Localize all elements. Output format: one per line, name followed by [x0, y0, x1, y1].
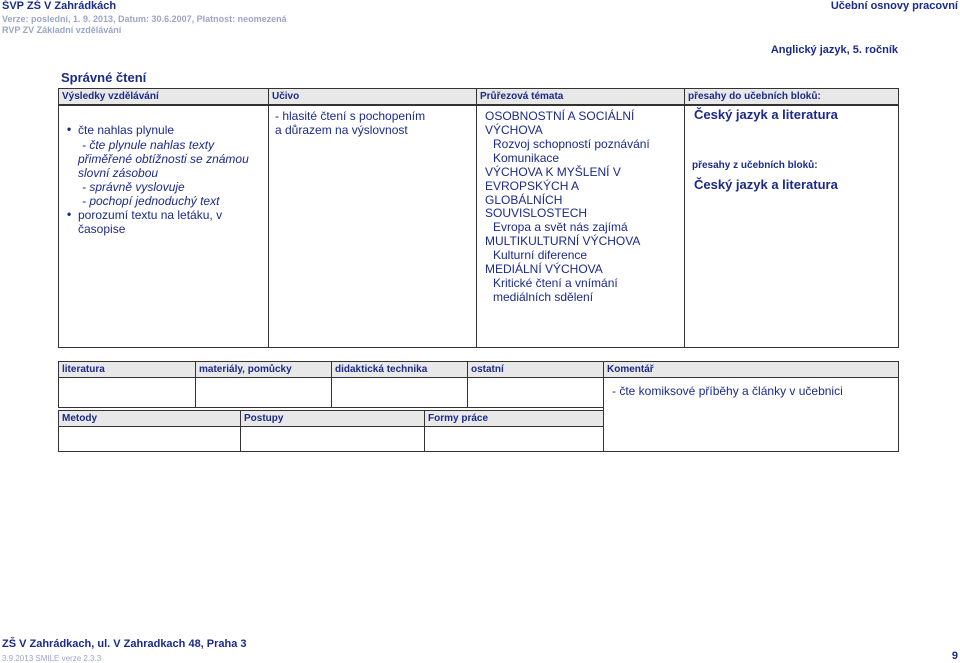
- result-subitem: - čte plynule nahlas texty: [82, 138, 215, 152]
- header-content: Učivo: [268, 88, 477, 105]
- cross-topic: EVROPSKÝCH A: [485, 179, 580, 193]
- overlap-from-subject: Český jazyk a literatura: [694, 177, 838, 192]
- overlap-from-label: přesahy z učebních bloků:: [692, 160, 818, 171]
- section-title: Správné čtení: [61, 70, 147, 85]
- result-subitem: přiměřené obtížnosti se známou: [78, 152, 249, 166]
- header-cross-topics: Průřezová témata: [476, 88, 685, 105]
- result-subitem: slovní zásobou: [78, 166, 159, 180]
- result-item: čte nahlas plynule: [78, 123, 175, 137]
- header-overlaps-to: přesahy do učebních bloků:: [684, 88, 899, 105]
- cross-topic: SOUVISLOSTECH: [485, 206, 588, 220]
- bullet-icon: •: [67, 122, 72, 136]
- cell-materials: [195, 377, 332, 408]
- comment-text: - čte komiksové příběhy a články v učebnici: [612, 384, 843, 398]
- cross-topic: VÝCHOVA K MYŠLENÍ V: [485, 165, 621, 179]
- cell-technique: [331, 377, 468, 408]
- cell-forms: [424, 426, 604, 452]
- cross-topic: OSOBNOSTNÍ A SOCIÁLNÍ: [485, 109, 635, 123]
- version-line: Verze: poslední, 1. 9. 2013, Datum: 30.6.2007, Platnost: neomezená: [2, 14, 287, 24]
- header-literature: literatura: [58, 361, 196, 378]
- footer-version: 3.9.2013 SMILE verze 2.3.3: [2, 654, 102, 663]
- header-other: ostatní: [467, 361, 604, 378]
- result-item: časopise: [78, 222, 126, 236]
- header-methods: Metody: [58, 410, 241, 427]
- cell-literature: [58, 377, 196, 408]
- content-line: - hlasité čtení s pochopením: [275, 109, 426, 123]
- cross-topic: MULTIKULTURNÍ VÝCHOVA: [485, 234, 641, 248]
- document-type: Učební osnovy pracovní: [830, 0, 958, 12]
- header-technique: didaktická technika: [331, 361, 468, 378]
- overlap-to-subject: Český jazyk a literatura: [694, 107, 838, 122]
- cross-subtopic: Rozvoj schopností poznávání: [493, 137, 650, 151]
- header-materials: materiály, pomůcky: [195, 361, 332, 378]
- header-comment: Komentář: [603, 361, 899, 378]
- cell-content: [268, 105, 477, 348]
- footer-school: ZŠ V Zahrádkach, ul. V Zahradkach 48, Praha 3: [2, 638, 247, 650]
- cross-topic: GLOBÁLNÍCH: [485, 193, 563, 207]
- header-results: Výsledky vzdělávání: [58, 88, 269, 105]
- cross-subtopic: mediálních sdělení: [493, 290, 594, 304]
- cell-overlaps: [684, 105, 899, 348]
- content-line: a důrazem na výslovnost: [275, 123, 408, 137]
- result-item: porozumí textu na letáku, v: [78, 208, 223, 222]
- cell-procedures: [240, 426, 425, 452]
- subject-grade: Anglický jazyk, 5. ročník: [770, 44, 898, 56]
- header-procedures: Postupy: [240, 410, 425, 427]
- cell-methods: [58, 426, 241, 452]
- page-number: 9: [951, 650, 958, 662]
- cross-subtopic: Kulturní diference: [493, 248, 588, 262]
- cross-subtopic: Evropa a svět nás zajímá: [493, 220, 628, 234]
- cross-subtopic: Komunikace: [493, 151, 560, 165]
- cross-topic: VÝCHOVA: [485, 123, 543, 137]
- cell-other: [467, 377, 604, 408]
- header-forms: Formy práce: [424, 410, 604, 427]
- rvp-line: RVP ZV Základní vzdělávání: [2, 25, 122, 35]
- result-subitem: - správně vyslovuje: [82, 180, 185, 194]
- bullet-icon: •: [67, 207, 72, 221]
- cross-topic: MEDIÁLNÍ VÝCHOVA: [485, 262, 603, 276]
- document-title: ŠVP ZŠ V Zahrádkách: [2, 0, 117, 12]
- result-subitem: - pochopí jednoduchý text: [82, 194, 220, 208]
- cross-subtopic: Kritické čtení a vnímání: [493, 276, 618, 290]
